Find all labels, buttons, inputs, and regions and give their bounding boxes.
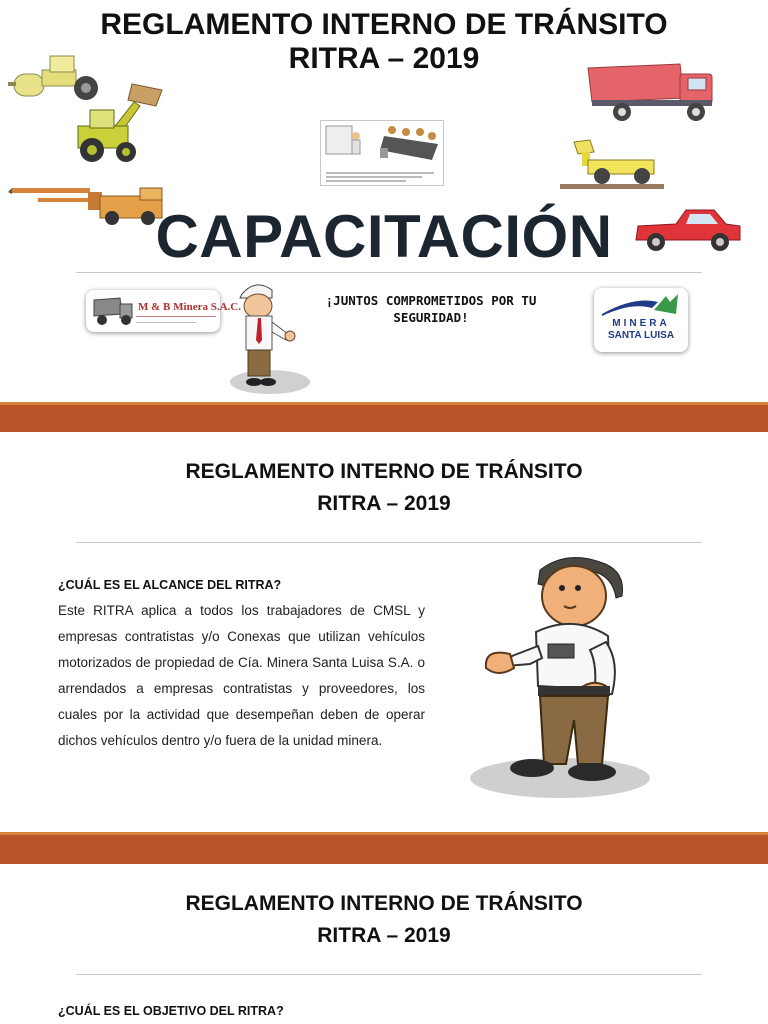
- mb-logo-text: M & B Minera S.A.C.: [138, 301, 241, 313]
- cover-heading: CAPACITACIÓN: [155, 203, 613, 270]
- cover-title-line1: REGLAMENTO INTERNO DE TRÁNSITO: [100, 8, 668, 41]
- objetivo-title-line1: REGLAMENTO INTERNO DE TRÁNSITO: [185, 892, 583, 915]
- tagline-line1: ¡JUNTOS COMPROMETIDOS POR TU: [325, 293, 537, 308]
- slide-separator: [0, 402, 768, 432]
- slide-separator: [0, 832, 768, 864]
- alcance-title: [0, 456, 768, 520]
- objetivo-question: ¿CUÁL ES EL OBJETIVO DEL RITRA?: [58, 1004, 284, 1018]
- mb-minera-logo: [86, 290, 241, 332]
- cover-title-line2: RITRA – 2019: [288, 42, 480, 75]
- alcance-question: ¿CUÁL ES EL ALCANCE DEL RITRA?: [58, 578, 282, 592]
- alcance-title-line1: REGLAMENTO INTERNO DE TRÁNSITO: [185, 460, 583, 483]
- safety-tagline: [290, 292, 572, 326]
- objetivo-title-line2: RITRA – 2019: [317, 924, 451, 947]
- cover-divider: [76, 272, 702, 273]
- msl-logo-line2: SANTA LUISA: [607, 330, 675, 341]
- dump-truck-icon: [586, 62, 720, 128]
- slide-alcance: [0, 432, 768, 832]
- slide-objetivo: [0, 864, 768, 1024]
- minera-santa-luisa-logo: [594, 288, 688, 352]
- msl-logo-line1: MINERA: [612, 318, 670, 329]
- alcance-title-line2: RITRA – 2019: [317, 492, 451, 515]
- training-meeting-illustration: [320, 120, 444, 186]
- scoop-loader-icon: [560, 138, 664, 190]
- worker-mascot-large-icon: [466, 550, 658, 804]
- alcance-body: Este RITRA aplica a todos los trabajadores de CMSL y empresas contratistas y/o Conexas que utilizan vehículos motorizados de propiedad de Cía. Minera Santa Luisa S.A. o arrendados a empresas contratistas y proveedores, los cuales por la actividad que desempeñan deben de operar dichos vehículos dentro y/o fuera de la unidad minera.: [58, 603, 425, 748]
- objetivo-divider: [76, 974, 702, 975]
- slide-cover: [0, 0, 768, 402]
- tagline-line2: SEGURIDAD!: [393, 310, 469, 325]
- alcance-divider: [76, 542, 702, 543]
- objetivo-title: [0, 888, 768, 952]
- front-loader-icon: [72, 80, 168, 166]
